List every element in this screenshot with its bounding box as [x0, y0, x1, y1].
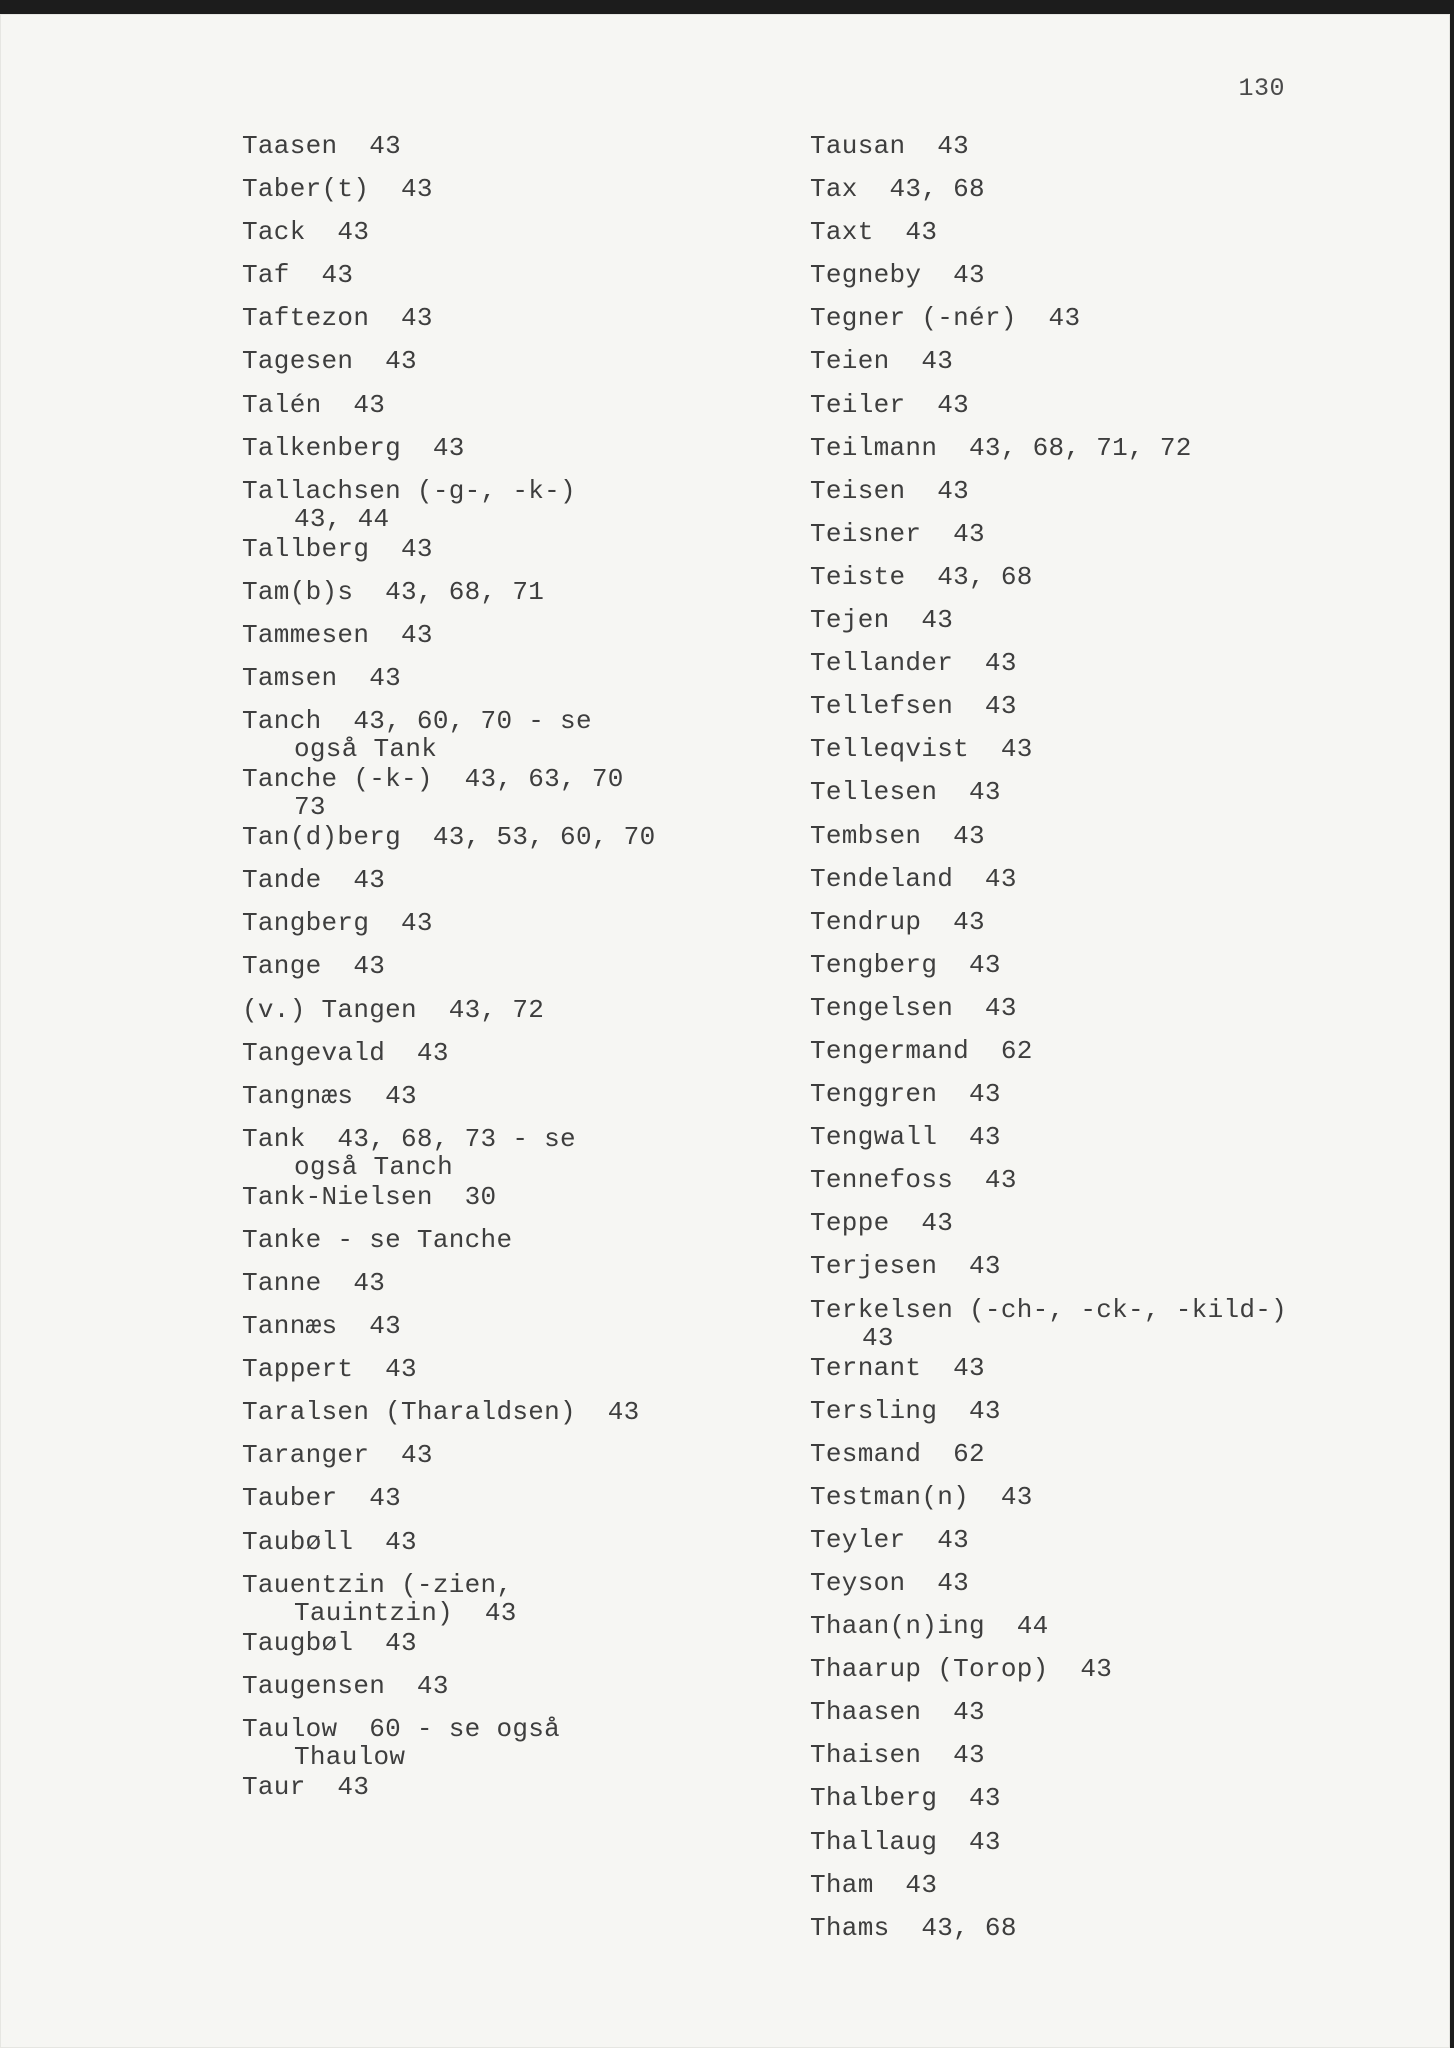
index-entry-text: Ternant 43: [810, 1352, 985, 1383]
index-entry-continuation: Tauintzin) 43: [294, 1597, 517, 1628]
index-entry: [242, 1629, 782, 1672]
index-entry-text: Talén 43: [242, 389, 386, 420]
index-entry-text: Taur 43: [242, 1771, 370, 1802]
index-entry: [242, 1715, 782, 1771]
index-entry: [242, 1312, 782, 1355]
index-entry: [242, 434, 782, 477]
index-entry-text: Tande 43: [242, 865, 386, 896]
index-entry: [242, 175, 782, 218]
index-entry-text: Tanne 43: [242, 1267, 386, 1298]
index-entry: [810, 1914, 1410, 1957]
index-entry-text: Tange 43: [242, 951, 386, 982]
index-entry: [242, 621, 782, 664]
index-entry-text: Tallberg 43: [242, 533, 433, 564]
index-entry-text: Tallachsen (-g-, -k-): [242, 475, 576, 506]
index-entry-text: Tanke - se Tanche: [242, 1224, 513, 1255]
index-entry: [242, 1183, 782, 1226]
index-entry-text: Tengelsen 43: [810, 992, 1017, 1023]
index-entry-text: Thaasen 43: [810, 1697, 985, 1728]
index-entry: [810, 951, 1410, 994]
index-entry: [242, 909, 782, 952]
index-entry: [242, 1441, 782, 1484]
index-entry: [242, 218, 782, 261]
index-entry-text: Tengwall 43: [810, 1122, 1001, 1153]
index-entry: [810, 132, 1410, 175]
index-entry: [242, 664, 782, 707]
index-entry: [242, 261, 782, 304]
index-entry: [242, 535, 782, 578]
index-entry-text: Tellander 43: [810, 648, 1017, 679]
index-entry-text: Tegner (-nér) 43: [810, 303, 1081, 334]
index-entry: [810, 261, 1410, 304]
index-entry: [810, 649, 1410, 692]
index-entry: [810, 218, 1410, 261]
index-entry: [242, 391, 782, 434]
index-entry-continuation: 43: [862, 1322, 894, 1353]
index-entry: [810, 994, 1410, 1037]
index-entry: [810, 1166, 1410, 1209]
index-entry: [242, 765, 782, 821]
index-entry: [810, 477, 1410, 520]
index-entry-text: Tegneby 43: [810, 260, 985, 291]
index-entry: [810, 1569, 1410, 1612]
index-entry: [810, 865, 1410, 908]
index-entry-text: Teisen 43: [810, 475, 970, 506]
index-entry-text: Taubøll 43: [242, 1526, 417, 1557]
index-entry: [810, 1828, 1410, 1871]
index-entry: [810, 1037, 1410, 1080]
index-entry-text: Tangberg 43: [242, 908, 433, 939]
index-entry: [242, 1226, 782, 1269]
index-entry: [242, 1039, 782, 1082]
index-entry-text: Teien 43: [810, 346, 954, 377]
index-entry-text: Tan(d)berg 43, 53, 60, 70: [242, 822, 656, 853]
index-entry-text: Teiler 43: [810, 389, 970, 420]
index-entry: [810, 1526, 1410, 1569]
index-entry: [242, 1773, 782, 1816]
index-entry-text: Tennefoss 43: [810, 1165, 1017, 1196]
index-entry: [810, 1252, 1410, 1295]
index-entry-text: Taralsen (Tharaldsen) 43: [242, 1397, 640, 1428]
index-column-left: [242, 132, 782, 1816]
index-entry-text: Tendeland 43: [810, 863, 1017, 894]
index-entry-text: Thaisen 43: [810, 1740, 985, 1771]
index-entry-text: Tesmand 62: [810, 1438, 985, 1469]
index-entry-text: Tax 43, 68: [810, 174, 985, 205]
index-entry: [242, 1398, 782, 1441]
index-entry-text: Tangevald 43: [242, 1037, 449, 1068]
index-entry: [810, 692, 1410, 735]
index-entry: [242, 578, 782, 621]
index-entry-text: Tauber 43: [242, 1483, 402, 1514]
index-entry-text: Tank-Nielsen 30: [242, 1181, 497, 1212]
index-entry-text: Teyler 43: [810, 1524, 970, 1555]
index-entry-text: Tanche (-k-) 43, 63, 70: [242, 764, 624, 795]
index-entry: [810, 1296, 1410, 1352]
index-entry: [242, 1125, 782, 1181]
index-entry-text: Thallaug 43: [810, 1826, 1001, 1857]
index-entry-text: Tamsen 43: [242, 663, 402, 694]
index-column-right: [810, 132, 1410, 1957]
index-entry-continuation: også Tanch: [294, 1151, 454, 1182]
index-entry: [810, 1440, 1410, 1483]
index-entry: [242, 1528, 782, 1571]
index-entry-continuation: 73: [294, 792, 326, 823]
index-entry: [810, 778, 1410, 821]
index-entry: [810, 1397, 1410, 1440]
index-entry: [810, 434, 1410, 477]
index-entry-text: Tellefsen 43: [810, 691, 1017, 722]
index-entry: [810, 175, 1410, 218]
index-entry: [242, 1484, 782, 1527]
index-entry-text: Tausan 43: [810, 131, 970, 161]
index-entry-text: Tersling 43: [810, 1395, 1001, 1426]
index-entry-text: Tengberg 43: [810, 949, 1001, 980]
index-entry-text: Taxt 43: [810, 217, 938, 248]
index-entry-text: Tauentzin (-zien,: [242, 1569, 513, 1600]
index-entry: [242, 1672, 782, 1715]
index-entry: [242, 347, 782, 390]
index-entry-text: Tanch 43, 60, 70 - se: [242, 706, 592, 737]
index-entry-text: Teilmann 43, 68, 71, 72: [810, 432, 1192, 463]
index-entry-text: Taf 43: [242, 260, 354, 291]
index-entry-text: Talkenberg 43: [242, 432, 465, 463]
index-entry-text: Tappert 43: [242, 1354, 417, 1385]
index-entry-text: Tammesen 43: [242, 619, 433, 650]
index-entry: [810, 1080, 1410, 1123]
index-entry-text: Taber(t) 43: [242, 174, 433, 205]
index-entry: [242, 1571, 782, 1627]
index-entry: [242, 1355, 782, 1398]
index-entry-text: Teppe 43: [810, 1208, 954, 1239]
index-entry: [810, 391, 1410, 434]
index-entry: [810, 347, 1410, 390]
index-entry: [810, 1354, 1410, 1397]
index-entry-text: Tangnæs 43: [242, 1080, 417, 1111]
index-entry: [810, 1209, 1410, 1252]
index-entry-text: Tham 43: [810, 1869, 938, 1900]
index-entry-text: Tank 43, 68, 73 - se: [242, 1123, 576, 1154]
index-entry: [810, 1612, 1410, 1655]
index-entry-text: Thalberg 43: [810, 1783, 1001, 1814]
index-entry-text: Taranger 43: [242, 1440, 433, 1471]
index-entry: [242, 823, 782, 866]
index-entry-text: Tenggren 43: [810, 1079, 1001, 1110]
index-entry: [810, 1123, 1410, 1166]
index-entry-text: Testman(n) 43: [810, 1481, 1033, 1512]
index-entry: [810, 520, 1410, 563]
index-entry-text: Tagesen 43: [242, 346, 417, 377]
index-entry: [810, 1784, 1410, 1827]
index-entry: [810, 563, 1410, 606]
index-entry: [242, 132, 782, 175]
index-entry-text: Taasen 43: [242, 131, 402, 161]
index-entry-text: Teiste 43, 68: [810, 561, 1033, 592]
index-entry-continuation: 43, 44: [294, 503, 390, 534]
index-entry-text: Tack 43: [242, 217, 370, 248]
index-entry: [242, 1269, 782, 1312]
index-entry-text: Tendrup 43: [810, 906, 985, 937]
index-entry-text: Tembsen 43: [810, 820, 985, 851]
index-entry-text: Telleqvist 43: [810, 734, 1033, 765]
index-entry: [242, 996, 782, 1039]
index-entry-text: Thams 43, 68: [810, 1912, 1017, 1943]
index-entry: [810, 606, 1410, 649]
index-entry: [810, 1655, 1410, 1698]
index-entry: [810, 1483, 1410, 1526]
page-number: 130: [1238, 74, 1285, 103]
index-entry-continuation: også Tank: [294, 734, 438, 765]
index-entry: [810, 822, 1410, 865]
index-entry-text: Terjesen 43: [810, 1251, 1001, 1282]
index-entry: [810, 304, 1410, 347]
index-entry-text: (v.) Tangen 43, 72: [242, 994, 545, 1025]
index-entry-text: Tengermand 62: [810, 1035, 1033, 1066]
index-entry: [810, 1741, 1410, 1784]
document-page: [0, 14, 1450, 2048]
index-entry-text: Tam(b)s 43, 68, 71: [242, 576, 545, 607]
index-entry: [242, 304, 782, 347]
index-entry-text: Teisner 43: [810, 518, 985, 549]
index-entry-text: Taugbøl 43: [242, 1627, 417, 1658]
index-entry-text: Taulow 60 - se også: [242, 1713, 561, 1744]
index-entry: [242, 1082, 782, 1125]
index-entry: [810, 1871, 1410, 1914]
index-entry-text: Taugensen 43: [242, 1670, 449, 1701]
index-entry-text: Thaarup (Torop) 43: [810, 1654, 1113, 1685]
index-entry-text: Tellesen 43: [810, 777, 1001, 808]
index-entry-text: Tannæs 43: [242, 1311, 402, 1342]
index-entry: [810, 735, 1410, 778]
index-entry: [242, 477, 782, 533]
index-entry-text: Terkelsen (-ch-, -ck-, -kild-): [810, 1294, 1288, 1325]
index-entry: [810, 908, 1410, 951]
index-entry: [242, 866, 782, 909]
index-entry: [242, 952, 782, 995]
index-entry-continuation: Thaulow: [294, 1741, 406, 1772]
index-entry-text: Tejen 43: [810, 605, 954, 636]
index-entry: [242, 707, 782, 763]
index-entry: [810, 1698, 1410, 1741]
index-entry-text: Teyson 43: [810, 1568, 970, 1598]
index-entry-text: Taftezon 43: [242, 303, 433, 334]
index-entry-text: Thaan(n)ing 44: [810, 1611, 1049, 1642]
